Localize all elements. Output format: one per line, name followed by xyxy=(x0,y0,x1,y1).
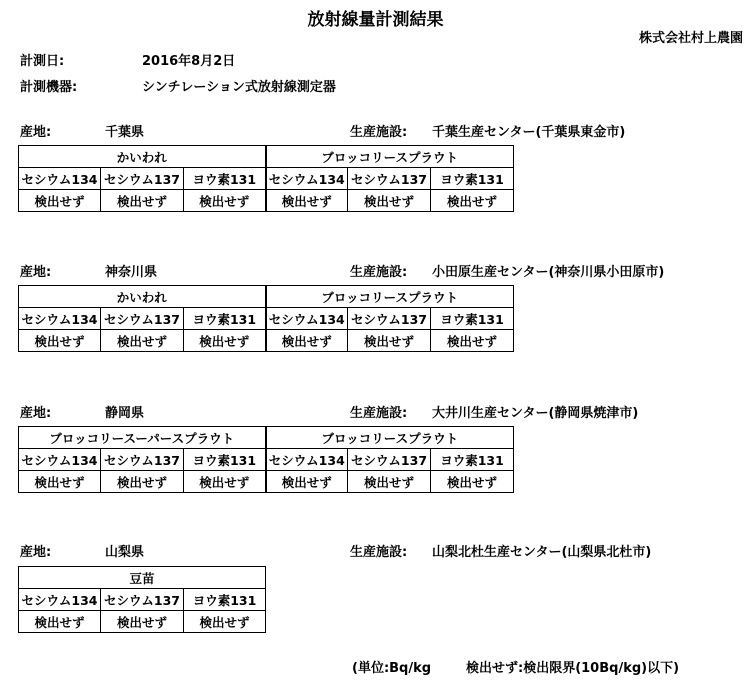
result-cell: 検出せず xyxy=(348,190,431,212)
results-table xyxy=(18,426,514,493)
col-header-cs134: セシウム134 xyxy=(19,168,101,190)
col-header-cs137: セシウム137 xyxy=(348,449,431,471)
result-cell: 検出せず xyxy=(101,611,184,633)
col-header-i131: ヨウ素131 xyxy=(184,168,266,190)
result-cell: 検出せず xyxy=(19,330,101,352)
facility-label: 生産施設: xyxy=(350,125,408,140)
result-cell: 検出せず xyxy=(184,471,266,493)
product-header: ブロッコリースーパースプラウト xyxy=(19,427,266,449)
instrument-value: シンチレーション式放射線測定器 xyxy=(142,80,336,95)
product-header: ブロッコリースプラウト xyxy=(266,427,514,449)
result-cell: 検出せず xyxy=(19,190,101,212)
result-cell: 検出せず xyxy=(431,471,514,493)
col-header-cs134: セシウム134 xyxy=(19,449,101,471)
result-cell: 検出せず xyxy=(101,471,184,493)
results-table xyxy=(18,145,514,212)
col-header-cs137: セシウム137 xyxy=(101,308,184,330)
product-header: 豆苗 xyxy=(19,567,266,589)
facility-label: 生産施設: xyxy=(350,545,408,560)
col-header-cs137: セシウム137 xyxy=(101,589,184,611)
result-cell: 検出せず xyxy=(101,190,184,212)
result-cell: 検出せず xyxy=(431,330,514,352)
facility-value: 小田原生産センター(神奈川県小田原市) xyxy=(432,265,665,280)
col-header-i131: ヨウ素131 xyxy=(184,449,266,471)
col-header-i131: ヨウ素131 xyxy=(184,589,266,611)
col-header-cs137: セシウム137 xyxy=(348,308,431,330)
product-header: ブロッコリースプラウト xyxy=(266,286,514,308)
product-header: かいわれ xyxy=(19,286,266,308)
col-header-cs134: セシウム134 xyxy=(266,449,348,471)
facility-value: 千葉生産センター(千葉県東金市) xyxy=(432,125,626,140)
result-cell: 検出せず xyxy=(266,471,348,493)
results-table xyxy=(18,566,266,633)
facility-label: 生産施設: xyxy=(350,265,408,280)
origin-value: 神奈川県 xyxy=(105,265,158,280)
col-header-cs134: セシウム134 xyxy=(19,589,101,611)
measure-date-value: 2016年8月2日 xyxy=(142,54,236,69)
facility-value: 山梨北杜生産センター(山梨県北杜市) xyxy=(432,545,652,560)
col-header-cs137: セシウム137 xyxy=(101,449,184,471)
measure-date-label: 計測日: xyxy=(20,54,65,69)
result-cell: 検出せず xyxy=(348,330,431,352)
instrument-label: 計測機器: xyxy=(20,80,78,95)
result-cell: 検出せず xyxy=(184,190,266,212)
origin-label: 産地: xyxy=(20,265,52,280)
result-cell: 検出せず xyxy=(184,611,266,633)
origin-label: 産地: xyxy=(20,125,52,140)
col-header-cs137: セシウム137 xyxy=(101,168,184,190)
origin-value: 静岡県 xyxy=(105,406,145,421)
col-header-i131: ヨウ素131 xyxy=(431,168,514,190)
result-cell: 検出せず xyxy=(19,471,101,493)
footnote-unit: (単位:Bq/kg xyxy=(352,661,432,676)
col-header-cs137: セシウム137 xyxy=(348,168,431,190)
result-cell: 検出せず xyxy=(431,190,514,212)
result-cell: 検出せず xyxy=(184,330,266,352)
company-name: 株式会社村上農園 xyxy=(638,31,743,46)
origin-value: 千葉県 xyxy=(105,125,145,140)
origin-label: 産地: xyxy=(20,545,52,560)
col-header-cs134: セシウム134 xyxy=(266,168,348,190)
col-header-cs134: セシウム134 xyxy=(266,308,348,330)
col-header-i131: ヨウ素131 xyxy=(184,308,266,330)
col-header-i131: ヨウ素131 xyxy=(431,308,514,330)
footnote-detection-limit: 検出せず:検出限界(10Bq/kg)以下) xyxy=(466,661,680,676)
product-header: ブロッコリースプラウト xyxy=(266,146,514,168)
results-table xyxy=(18,285,514,352)
result-cell: 検出せず xyxy=(266,330,348,352)
product-header: かいわれ xyxy=(19,146,266,168)
result-cell: 検出せず xyxy=(101,330,184,352)
facility-label: 生産施設: xyxy=(350,406,408,421)
col-header-i131: ヨウ素131 xyxy=(431,449,514,471)
result-cell: 検出せず xyxy=(19,611,101,633)
origin-value: 山梨県 xyxy=(105,545,145,560)
result-cell: 検出せず xyxy=(266,190,348,212)
origin-label: 産地: xyxy=(20,406,52,421)
page-title: 放射線量計測結果 xyxy=(307,10,444,30)
col-header-cs134: セシウム134 xyxy=(19,308,101,330)
result-cell: 検出せず xyxy=(348,471,431,493)
facility-value: 大井川生産センター(静岡県焼津市) xyxy=(432,406,639,421)
